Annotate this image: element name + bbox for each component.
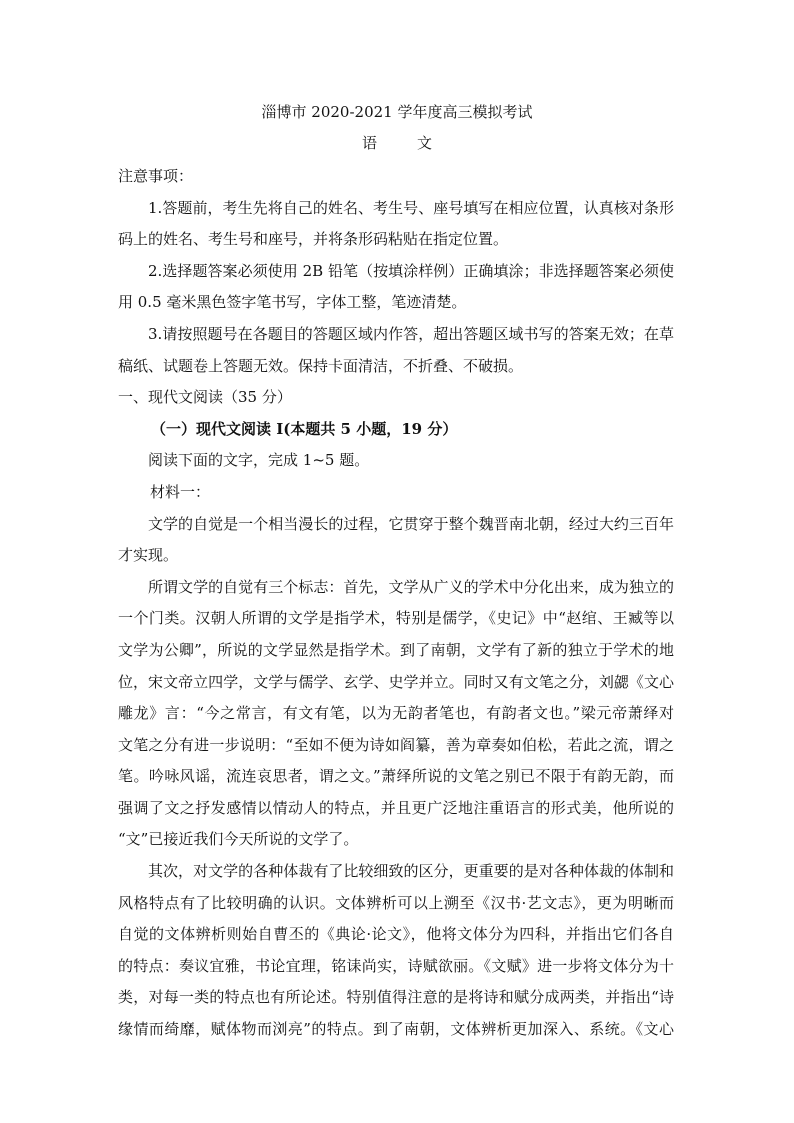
passage-p3-line-6: 缘情而绮靡，赋体物而浏亮”的特点。到了南朝，文体辨析更加深入、系统。《文心 (118, 1020, 674, 1039)
passage-p3-line-5: 类，对每一类的特点也有所论述。特别值得注意的是将诗和赋分成两类，并指出“诗 (118, 988, 674, 1007)
passage-p2-line-1: 所谓文学的自觉有三个标志：首先，文学从广义的学术中分化出来，成为独立的 (148, 577, 674, 596)
passage-p2-line-5: 雕龙》言：“今之常言，有文有笔，以为无韵者笔也，有韵者文也。”梁元帝萧绎对 (118, 704, 674, 723)
subsection-heading: （一）现代文阅读 I(本题共 5 小题，19 分） (151, 419, 458, 438)
exam-body (118, 161, 674, 1046)
notice-item-2-line-2: 用 0.5 毫米黑色签字笔书写，字体工整，笔迹清楚。 (118, 293, 467, 312)
subject-heading (0, 132, 794, 154)
passage-p2-line-2: 一个门类。汉朝人所谓的文学是指学术，特别是儒学，《史记》中“赵绾、王臧等以 (118, 609, 674, 628)
subject-char-1: 语 (361, 134, 377, 152)
material-label: 材料一： (150, 482, 211, 501)
passage-p3-line-1: 其次，对文学的各种体裁有了比较细致的区分，更重要的是对各种体裁的体制和 (148, 862, 674, 881)
notice-item-3-line-1: 3.请按照题号在各题目的答题区域内作答，超出答题区域书写的答案无效；在草 (148, 324, 674, 343)
reading-instruction: 阅读下面的文字，完成 1~5 题。 (148, 451, 370, 470)
passage-p3-line-2: 风格特点有了比较明确的认识。文体辨析可以上溯至《汉书·艺文志》，更为明晰而 (118, 893, 674, 912)
passage-p2-line-4: 位，宋文帝立四学，文学与儒学、玄学、史学并立。同时又有文笔之分，刘勰《文心 (118, 672, 674, 691)
subject-char-2: 文 (417, 134, 433, 152)
notice-item-1-line-1: 1.答题前，考生先将自己的姓名、考生号、座号填写在相应位置，认真核对条形 (148, 198, 674, 217)
section-heading: 一、现代文阅读（35 分） (118, 388, 292, 407)
passage-p2-line-3: 文学为公卿”，所说的文学显然是指学术。到了南朝，文学有了新的独立于学术的地 (118, 640, 674, 659)
passage-p2-line-7: 笔。吟咏风谣，流连哀思者，谓之文。”萧绎所说的文笔之别已不限于有韵无韵，而 (118, 767, 674, 786)
notice-item-2-line-1: 2.选择题答案必须使用 2B 铅笔（按填涂样例）正确填涂；非选择题答案必须使 (148, 261, 674, 280)
passage-p2-line-6: 文笔之分有进一步说明：“至如不便为诗如阎纂，善为章奏如伯松，若此之流，谓之 (118, 735, 674, 754)
passage-p1-line-1: 文学的自觉是一个相当漫长的过程，它贯穿于整个魏晋南北朝，经过大约三百年 (148, 514, 674, 533)
exam-title: 淄博市 2020-2021 学年度高三模拟考试 (261, 103, 533, 121)
passage-p3-line-3: 自觉的文体辨析则始自曹丕的《典论·论文》，他将文体分为四科，并指出它们各自 (118, 925, 674, 944)
notice-item-1-line-2: 码上的姓名、考生号和座号，并将条形码粘贴在指定位置。 (118, 230, 509, 249)
passage-p2-line-8: 强调了文之抒发感情以情动人的特点，并且更广泛地注重语言的形式美，他所说的 (118, 798, 674, 817)
passage-p2-line-9: “文”已接近我们今天所说的文学了。 (118, 830, 359, 849)
passage-p3-line-4: 的特点：奏议宜雅，书论宜理，铭诔尚实，诗赋欲丽。《文赋》进一步将文体分为十 (118, 956, 674, 975)
notice-heading: 注意事项： (118, 167, 194, 185)
notice-item-3-line-2: 稿纸、试题卷上答题无效。保持卡面清洁，不折叠、不破损。 (118, 356, 524, 375)
passage-p1-line-2: 才实现。 (118, 546, 179, 565)
